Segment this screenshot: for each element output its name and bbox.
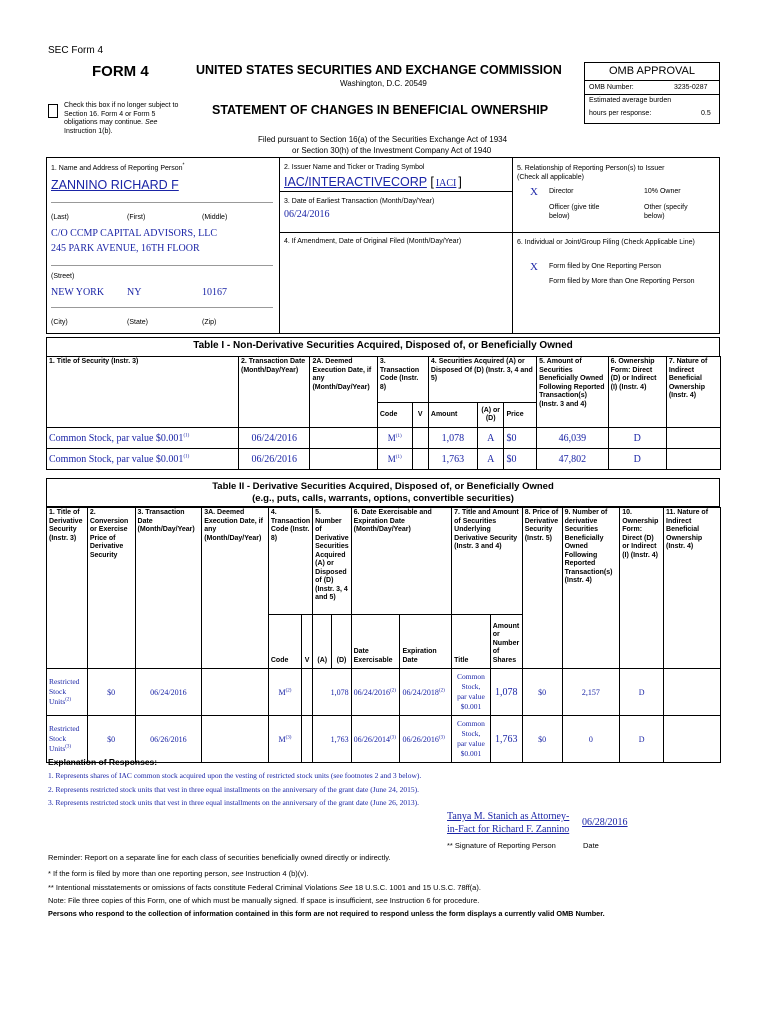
t2-h-price: 8. Price of Derivative Security (Instr. 5) [522, 508, 562, 669]
street-label: (Street) [51, 273, 75, 280]
t2-r2-form: D [620, 716, 664, 763]
t2-h-deemed: 3A. Deemed Execution Date, if any (Month/Day/Year) [202, 508, 269, 669]
omb-notice: Persons who respond to the collection of information contained in this form are not required to respond unless the form displays a currently valid OMB Number. [48, 909, 605, 918]
t2-r2-date: 06/26/2016 [135, 716, 202, 763]
table1 [46, 356, 721, 470]
t1-r1-title: Common Stock, par value $0.001 [49, 432, 184, 444]
omb-approval-title: OMB APPROVAL [609, 65, 695, 77]
t2-h-a: (A) [313, 615, 332, 669]
reporting-person-name[interactable]: ZANNINO RICHARD F [51, 178, 179, 192]
middle-label: (Middle) [202, 214, 228, 221]
signature-line-2: in-Fact for Richard F. Zannino [447, 824, 570, 835]
t2-h-v: V [302, 615, 313, 669]
signature-date: 06/28/2016 [582, 817, 628, 828]
t2-h-conv: 2. Conversion or Exercise Price of Derivative Security [87, 508, 135, 669]
one-person-check[interactable]: X [530, 261, 538, 273]
t2-r1-shares: 1,078 [490, 669, 522, 716]
explanation-item-2: 2. Represents restricted stock units that vest in three equal installments on the anniversary of the grant date (June 24, 2015). [48, 785, 419, 794]
t1-r1-form: D [608, 428, 666, 449]
t1-r2-date: 06/26/2016 [238, 449, 309, 470]
t1-r1-code: M [387, 433, 396, 443]
ten-percent-label: 10% Owner [644, 188, 681, 195]
footnote-note: Note: File three copies of this Form, one of which must be manually signed. If space is insufficient, see Instruction 6 for procedure. [48, 896, 480, 905]
t2-h-number: 5. Number of Derivative Securities Acquired (A) or Disposed of (D) (Instr. 3, 4 and 5) [313, 508, 351, 615]
omb-number-label: OMB Number: [589, 84, 634, 91]
omb-number-value: 3235-0287 [674, 84, 708, 91]
explanation-title: Explanation of Responses: [48, 757, 158, 767]
omb-burden-label: Estimated average burden [589, 97, 672, 104]
t1-r2-price: $0 [504, 449, 537, 470]
t1-r2-amount: 1,763 [428, 449, 477, 470]
t2-r1-form: D [620, 669, 664, 716]
t2-r2-exp: 06/26/2016 [402, 734, 439, 744]
last-label: (Last) [51, 214, 69, 221]
t1-h-price: Price [504, 403, 537, 428]
t2-h-shares: Amount or Number of Shares [490, 615, 522, 669]
t2-h-d: (D) [332, 615, 351, 669]
footnote-single-star: * If the form is filed by more than one reporting person, see Instruction 4 (b)(v). [48, 869, 309, 878]
t2-r2-under-1: Common [456, 719, 485, 728]
t1-h-date: 2. Transaction Date (Month/Day/Year) [238, 357, 309, 428]
table2 [46, 507, 721, 763]
t2-r2-owned: 0 [562, 716, 620, 763]
filed-pursuant-2: or Section 30(h) of the Investment Company Act of 1940 [292, 146, 492, 155]
box5-label: 5. Relationship of Reporting Person(s) to Issuer (Check all applicable) [517, 165, 665, 181]
commission-city: Washington, D.C. 20549 [340, 79, 427, 88]
t2-r2-dex: 06/26/2014 [353, 734, 391, 744]
t1-r2-ad: A [477, 449, 504, 470]
t2-r1-price: $0 [522, 669, 562, 716]
t2-h-owned: 9. Number of derivative Securities Beneficially Owned Following Reported Transaction(s) (Instr. 4) [562, 508, 620, 669]
box1-label: 1. Name and Address of Reporting Person* [51, 162, 185, 172]
address-line-1: C/O CCMP CAPITAL ADVISORS, LLC [51, 228, 217, 239]
reminder-text: Reminder: Report on a separate line for each class of securities beneficially owned directly or indirectly. [48, 853, 391, 862]
issuer-name[interactable]: IAC/INTERACTIVECORP [284, 175, 427, 189]
omb-hours-label: hours per response: [589, 110, 652, 117]
first-label: (First) [127, 214, 146, 221]
t2-r1-conv: $0 [87, 669, 135, 716]
t2-h-exercisable: 6. Date Exercisable and Expiration Date (Month/Day/Year) [351, 508, 452, 615]
statement-title: STATEMENT OF CHANGES IN BENEFICIAL OWNERSHIP [212, 103, 549, 117]
omb-hours-value: 0.5 [701, 110, 711, 117]
table2-title-2: (e.g., puts, calls, warrants, options, convertible securities) [252, 493, 514, 504]
no-longer-subject-checkbox[interactable] [48, 104, 58, 118]
city-label: (City) [51, 319, 68, 326]
signature-label: ** Signature of Reporting Person [447, 841, 556, 850]
more-person-label: Form filed by More than One Reporting Person [549, 278, 695, 285]
t2-r2-code: M [278, 734, 286, 744]
table1-title: Table I - Non-Derivative Securities Acquired, Disposed of, or Beneficially Owned [193, 340, 573, 351]
t2-h-date-ex: Date Exercisable [351, 615, 400, 669]
table-row: Restricted Stock Units$^{(3)}$ $0 06/26/2016 $M^{(3)}$ 1,763 06/26/2014$^{(3)}$ 06/26/2016$^{(3)}$ Common Stock, par value $0.001 1,763 $0 0 D [47, 716, 721, 763]
commission-title: UNITED STATES SECURITIES AND EXCHANGE COMMISSION [196, 63, 562, 77]
address-line-2: 245 PARK AVENUE, 16TH FLOOR [51, 243, 200, 254]
other-label: Other (specify below) [644, 204, 688, 220]
t2-r1-a: 1,078 [313, 669, 351, 716]
t1-h-nature: 7. Nature of Indirect Beneficial Ownership (Instr. 4) [666, 357, 720, 428]
t1-h-ad: (A) or (D) [477, 403, 504, 428]
t2-r1-date: 06/24/2016 [135, 669, 202, 716]
t1-h-acquired: 4. Securities Acquired (A) or Disposed Of (D) (Instr. 3, 4 and 5) [428, 357, 536, 403]
explanation-item-3: 3. Represents restricted stock units that vest in three equal installments on the anniversary of the grant date (June 26, 2013). [48, 798, 419, 807]
t1-h-form: 6. Ownership Form: Direct (D) or Indirect (I) (Instr. 4) [608, 357, 666, 428]
t1-h-amount: Amount [428, 403, 477, 428]
t1-h-owned: 5. Amount of Securities Beneficially Owned Following Reported Transaction(s) (Instr. 3 and 4) [537, 357, 608, 428]
t2-h-date: 3. Transaction Date (Month/Day/Year) [135, 508, 202, 669]
t2-r1-code: M [278, 687, 286, 697]
t1-h-code-sub: Code [377, 403, 412, 428]
t2-h-title-sub: Title [452, 615, 491, 669]
state-label: (State) [127, 319, 149, 326]
table-row: Restricted Stock Units$^{(2)}$ $0 06/24/2016 $M^{(2)}$ 1,078 06/24/2016$^{(2)}$ 06/24/2018$^{(2)}$ Common Stock, par value $0.001 1,078 $0 2,157 D [47, 669, 721, 716]
t2-h-nature: 11. Nature of Indirect Beneficial Ownership (Instr. 4) [664, 508, 721, 669]
sec-form-label: SEC Form 4 [48, 45, 104, 56]
t2-r2-shares: 1,763 [490, 716, 522, 763]
earliest-transaction-date: 06/24/2016 [284, 209, 330, 220]
t2-h-code: 4. Transaction Code (Instr. 8) [268, 508, 312, 615]
t2-r2-a: 1,763 [313, 716, 351, 763]
t1-r1-owned: 46,039 [537, 428, 608, 449]
t1-h-code: 3. Transaction Code (Instr. 8) [377, 357, 428, 403]
t2-r2-price: $0 [522, 716, 562, 763]
t1-r2-title: Common Stock, par value $0.001 [49, 453, 184, 465]
one-person-label: Form filed by One Reporting Person [549, 263, 662, 270]
officer-label: Officer (give title below) [549, 204, 600, 220]
t2-r1-title-1: Restricted [49, 677, 80, 686]
t1-h-title: 1. Title of Security (Instr. 3) [47, 357, 239, 428]
filed-pursuant-1: Filed pursuant to Section 16(a) of the Securities Exchange Act of 1934 [258, 135, 508, 144]
issuer-line: IAC/INTERACTIVECORP [ IACI ] [284, 175, 462, 189]
t2-r2-conv: $0 [87, 716, 135, 763]
box6-label: 6. Individual or Joint/Group Filing (Check Applicable Line) [517, 239, 695, 246]
t1-r2-form: D [608, 449, 666, 470]
issuer-ticker[interactable]: IACI [435, 178, 457, 189]
t2-r1-dex: 06/24/2016 [353, 687, 391, 697]
t2-r1-owned: 2,157 [562, 669, 620, 716]
zip-value: 10167 [202, 287, 227, 298]
state-value: NY [127, 287, 142, 298]
t2-h-form: 10. Ownership Form: Direct (D) or Indirect (I) (Instr. 4) [620, 508, 664, 669]
checkbox-text: Check this box if no longer subject to Section 16. Form 4 or Form 5 obligations may continue. See Instruction 1(b). [64, 102, 179, 135]
director-label: Director [549, 188, 574, 195]
box2-label: 2. Issuer Name and Ticker or Trading Symbol [284, 164, 425, 171]
t1-h-deemed: 2A. Deemed Execution Date, if any (Month/Day/Year) [310, 357, 377, 428]
table-row: Common Stock, par value $0.001$^{(1)}$ 06/26/2016 $M^{(1)}$ 1,763 A $0 47,802 D [47, 449, 721, 470]
signature-line-1: Tanya M. Stanich as Attorney- [447, 811, 570, 822]
table-row: Common Stock, par value $0.001$^{(1)}$ 06/24/2016 $M^{(1)}$ 1,078 A $0 46,039 D [47, 428, 721, 449]
t1-r1-ad: A [477, 428, 504, 449]
t1-r1-amount: 1,078 [428, 428, 477, 449]
explanation-item-1: 1. Represents shares of IAC common stock acquired upon the vesting of restricted stock units (see footnotes 2 and 3 below). [48, 771, 422, 780]
t1-r1-price: $0 [504, 428, 537, 449]
t2-h-underlying: 7. Title and Amount of Securities Underlying Derivative Security (Instr. 3 and 4) [452, 508, 523, 615]
t2-r2-title-1: Restricted [49, 724, 80, 733]
t2-h-exp: Expiration Date [400, 615, 452, 669]
form-title: FORM 4 [92, 63, 149, 80]
date-label: Date [583, 841, 599, 850]
t1-r2-code: M [387, 454, 396, 464]
t1-r2-owned: 47,802 [537, 449, 608, 470]
zip-label: (Zip) [202, 319, 217, 326]
box3-label: 3. Date of Earliest Transaction (Month/Day/Year) [284, 198, 435, 205]
t2-r1-exp: 06/24/2018 [402, 687, 439, 697]
t2-r1-under-1: Common [456, 672, 485, 681]
footnote-double-star: ** Intentional misstatements or omissions of facts constitute Federal Criminal Violations See 18 U.S.C. 1001 and 15 U.S.C. 78ff(a). [48, 883, 481, 892]
box4-label: 4. If Amendment, Date of Original Filed (Month/Day/Year) [284, 238, 462, 245]
t2-h-code-sub: Code [268, 615, 301, 669]
t1-r1-date: 06/24/2016 [238, 428, 309, 449]
t2-h-title: 1. Title of Derivative Security (Instr. 3) [47, 508, 88, 669]
table2-title-1: Table II - Derivative Securities Acquired, Disposed of, or Beneficially Owned [212, 481, 554, 492]
director-check[interactable]: X [530, 186, 538, 198]
city-value: NEW YORK [51, 287, 105, 298]
t1-h-v: V [412, 403, 428, 428]
